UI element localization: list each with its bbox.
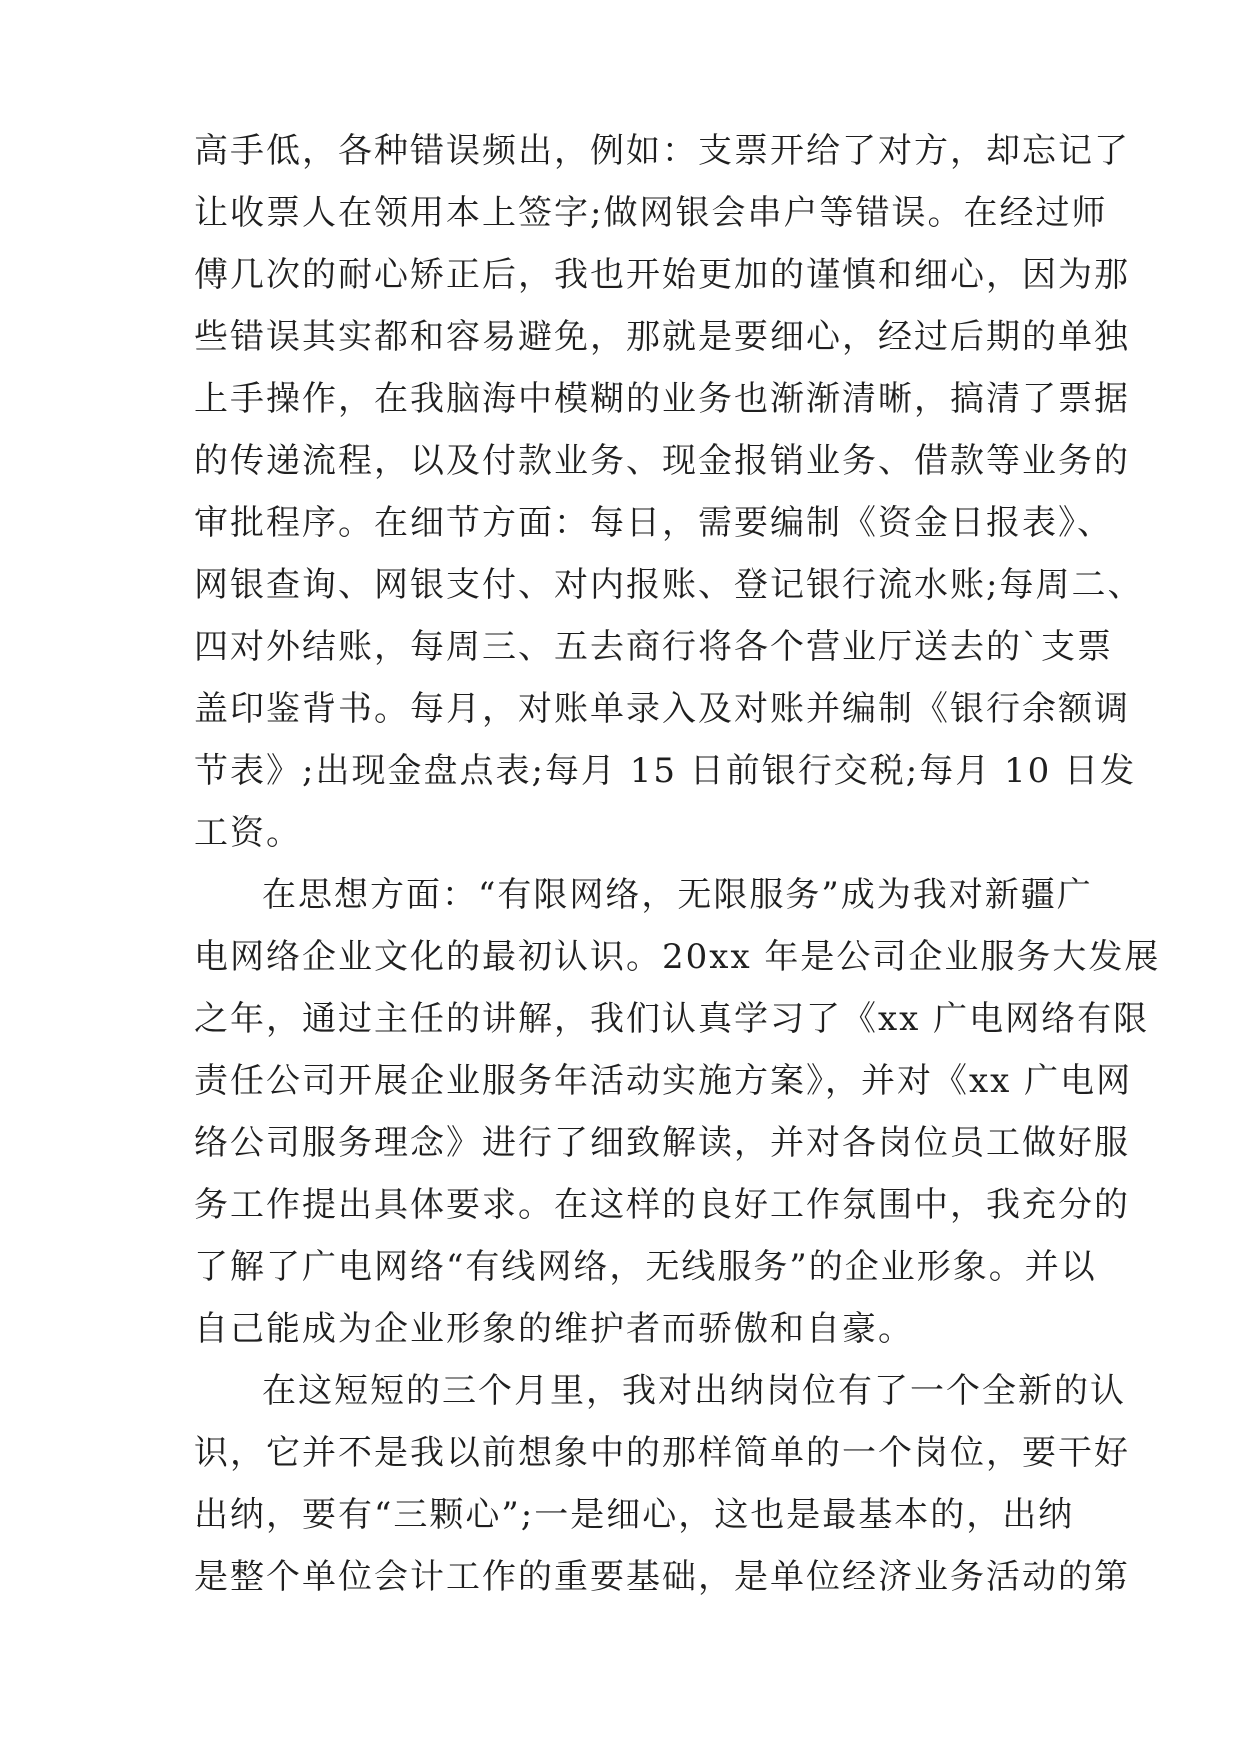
text-line: 的传递流程，以及付款业务、现金报销业务、借款等业务的 xyxy=(194,441,1130,481)
paragraph-start-line: 在这短短的三个月里，我对出纳岗位有了一个全新的认 xyxy=(262,1371,1126,1411)
text-line: 识，它并不是我以前想象中的那样简单的一个岗位，要干好 xyxy=(194,1433,1130,1473)
text-line: 傅几次的耐心矫正后，我也开始更加的谨慎和细心，因为那 xyxy=(194,255,1130,295)
text-line: 了解了广电网络“有线网络，无线服务”的企业形象。并以 xyxy=(194,1247,1097,1287)
text-line: 络公司服务理念》进行了细致解读，并对各岗位员工做好服 xyxy=(194,1123,1130,1163)
text-line: 网银查询、网银支付、对内报账、登记银行流水账;每周二、 xyxy=(194,565,1144,605)
paragraph-start-line: 在思想方面：“有限网络，无限服务”成为我对新疆广 xyxy=(262,875,1093,915)
text-line: 是整个单位会计工作的重要基础，是单位经济业务活动的第 xyxy=(194,1557,1130,1597)
text-line: 四对外结账，每周三、五去商行将各个营业厅送去的`支票 xyxy=(194,627,1113,667)
text-line: 务工作提出具体要求。在这样的良好工作氛围中，我充分的 xyxy=(194,1185,1130,1225)
text-line: 节表》;出现金盘点表;每月 15 日前银行交税;每月 10 日发 xyxy=(194,751,1137,791)
text-line: 工资。 xyxy=(194,813,302,853)
text-line: 自己能成为企业形象的维护者而骄傲和自豪。 xyxy=(194,1309,914,1349)
text-line: 些错误其实都和容易避免，那就是要细心，经过后期的单独 xyxy=(194,317,1130,357)
text-line: 让收票人在领用本上签字;做网银会串户等错误。在经过师 xyxy=(194,193,1108,233)
text-line: 之年，通过主任的讲解，我们认真学习了《xx 广电网络有限 xyxy=(194,999,1150,1039)
text-line: 电网络企业文化的最初认识。20xx 年是公司企业服务大发展 xyxy=(194,937,1161,977)
text-line: 盖印鉴背书。每月，对账单录入及对账并编制《银行余额调 xyxy=(194,689,1130,729)
text-line: 上手操作，在我脑海中模糊的业务也渐渐清晰，搞清了票据 xyxy=(194,379,1130,419)
text-line: 责任公司开展企业服务年活动实施方案》，并对《xx 广电网 xyxy=(194,1061,1133,1101)
text-line: 审批程序。在细节方面：每日，需要编制《资金日报表》、 xyxy=(194,503,1113,543)
text-line: 出纳，要有“三颗心”;一是细心，这也是最基本的，出纳 xyxy=(194,1495,1075,1535)
document-body xyxy=(194,120,1161,1608)
text-line: 高手低，各种错误频出，例如：支票开给了对方，却忘记了 xyxy=(194,131,1130,171)
